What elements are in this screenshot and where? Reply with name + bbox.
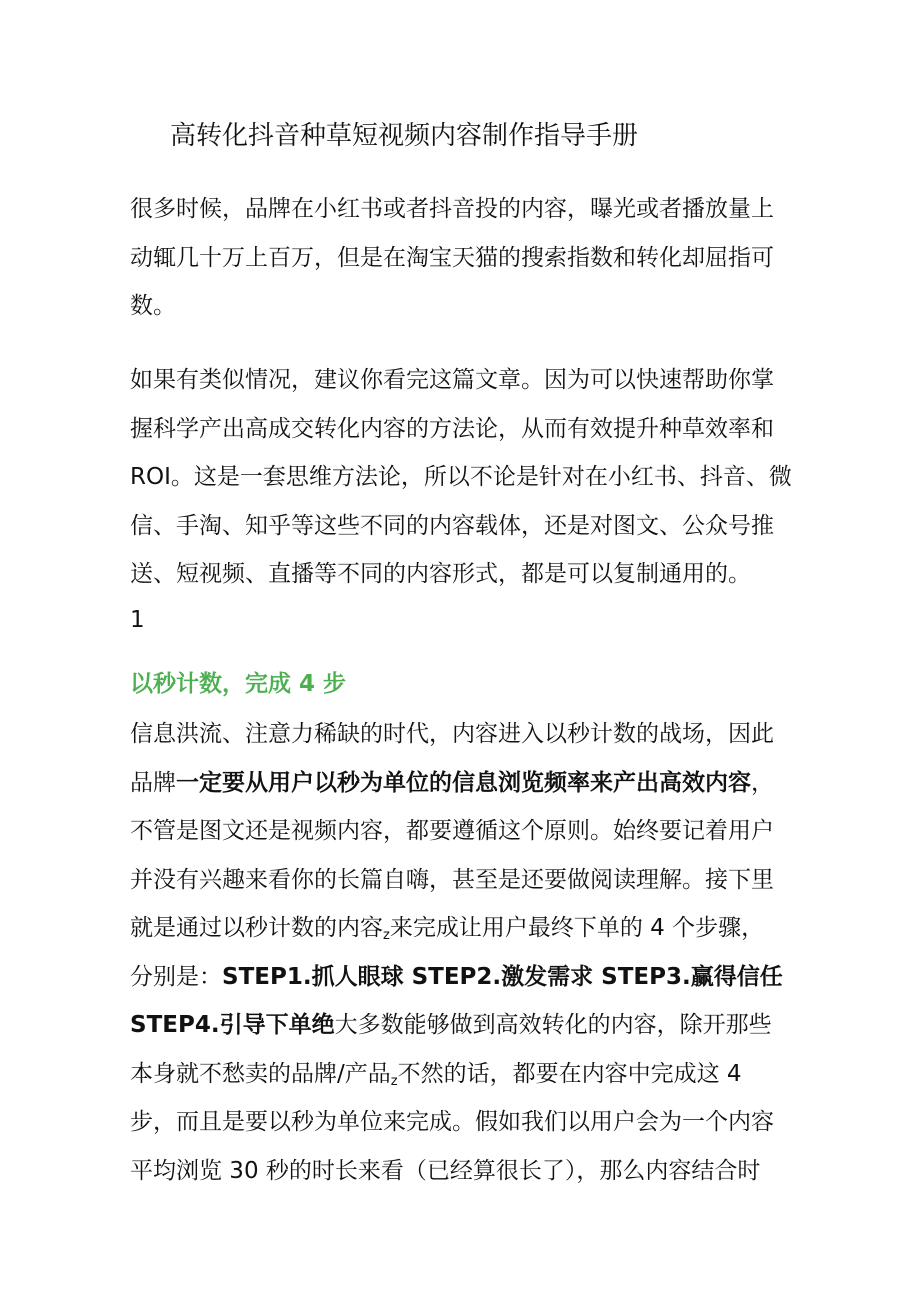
text-run: 大多数能够做到高效转化的内容，除开那些 xyxy=(334,1012,772,1038)
paragraph-line: 步，而且是要以秒为单位来完成。假如我们以用户会为一个内容 xyxy=(130,1109,774,1135)
paragraph-line: ROI。这是一套思维方法论，所以不论是针对在小红书、抖音、微 xyxy=(130,464,792,490)
paragraph-line: 数。 xyxy=(130,293,176,319)
paragraph-line: 信、手淘、知乎等这些不同的内容载体，还是对图文、公众号推 xyxy=(130,512,774,539)
paragraph-line xyxy=(130,759,800,808)
paragraph-line: 不管是图文还是视频内容，都要遵循这个原则。始终要记着用户 xyxy=(130,818,774,844)
paragraph-line: 送、短视频、直播等不同的内容形式，都是可以复制通用的。 xyxy=(130,561,751,587)
paragraph-steps xyxy=(130,710,800,1195)
paragraph-line: 握科学产出高成交转化内容的方法论，从而有效提升种草效率和 xyxy=(130,415,774,442)
document-title: 高转化抖音种草短视频内容制作指导手册 xyxy=(170,121,639,151)
paragraph-line xyxy=(130,953,800,1002)
paragraph-line xyxy=(130,1001,800,1050)
paragraph-line: 如果有类似情况，建议你看完这篇文章。因为可以快速帮助你掌 xyxy=(130,367,774,393)
paragraph-line: 并没有兴趣来看你的长篇自嗨，甚至是还要做阅读理解。接下里 xyxy=(130,866,774,893)
paragraph-line: 平均浏览 30 秒的时长来看（已经算很长了），那么内容结合时 xyxy=(130,1157,761,1184)
text-run: 品牌 xyxy=(130,769,176,796)
section-number: 1 xyxy=(130,607,145,633)
bold-emphasis: 一定要从用户以秒为单位的信息浏览频率来产出高效内容 xyxy=(176,769,751,796)
paragraph-intro xyxy=(130,185,800,331)
paragraph-line: 动辄几十万上百万，但是在淘宝天猫的搜索指数和转化却屈指可 xyxy=(130,244,774,271)
paragraph-line xyxy=(130,904,800,953)
text-run: 不然的话，都要在内容中完成这 4 xyxy=(397,1060,742,1087)
paragraph-line xyxy=(130,1050,800,1099)
text-run: 分别是： xyxy=(130,963,222,990)
section-heading: 以秒计数，完成 4 步 xyxy=(130,671,347,697)
subscript-mark: z xyxy=(390,1073,398,1089)
subscript-mark: z xyxy=(383,928,390,943)
paragraph-recommendation xyxy=(130,356,800,599)
bold-steps: STEP4.引导下单绝 xyxy=(130,1012,335,1038)
text-run: 就是通过以秒计数的内容 xyxy=(130,915,383,941)
bold-steps: STEP1.抓人眼球 STEP2.激发需求 STEP3.赢得信任 xyxy=(222,963,783,990)
text-run: ， xyxy=(751,769,774,796)
text-run: 来完成让用户最终下单的 4 个步骤， xyxy=(389,915,765,941)
paragraph-line: 信息洪流、注意力稀缺的时代，内容进入以秒计数的战场，因此 xyxy=(130,721,774,747)
text-run: 本身就不愁卖的品牌/产品 xyxy=(130,1060,391,1087)
paragraph-line: 很多时候，品牌在小红书或者抖音投的内容，曝光或者播放量上 xyxy=(130,196,774,222)
